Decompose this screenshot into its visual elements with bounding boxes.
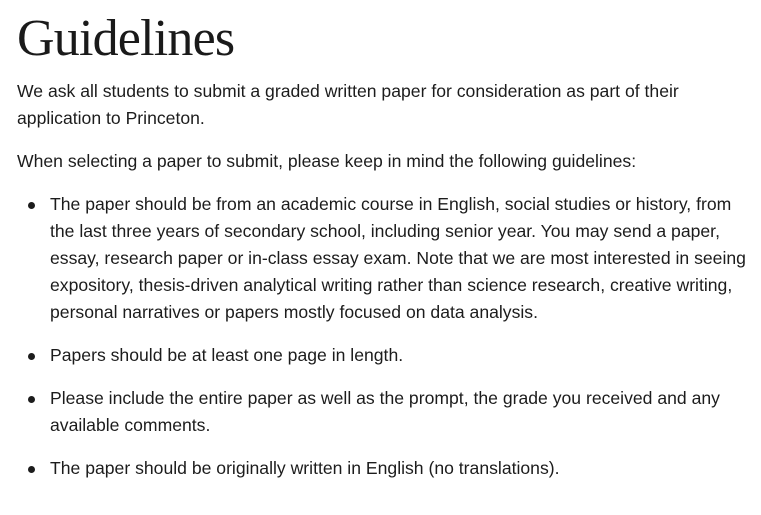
bullet-icon xyxy=(28,202,35,209)
page-title: Guidelines xyxy=(17,10,235,67)
guideline-text: Papers should be at least one page in length. xyxy=(50,345,404,365)
guideline-item-english-original xyxy=(17,455,751,482)
guideline-item-length xyxy=(17,342,751,369)
guideline-item-academic-course xyxy=(17,191,751,326)
lead-paragraph: When selecting a paper to submit, please keep in mind the following guidelines: xyxy=(17,151,637,171)
bullet-icon xyxy=(28,466,35,473)
bullet-icon xyxy=(28,353,35,360)
guideline-text: The paper should be from an academic course in English, social studies or history, from the last three years of secondary school, including senior year. You may send a paper, essay, research paper or in-class essay exam. Note that we are most interested in seeing expository, thesis-driven analytical writing rather than science research, creative writing, personal narratives or papers mostly focused on data analysis. xyxy=(50,194,746,322)
guideline-text: The paper should be originally written in English (no translations). xyxy=(50,458,560,478)
guideline-text: Please include the entire paper as well as the prompt, the grade you received and any available comments. xyxy=(50,388,720,435)
guideline-item-include-entire-paper xyxy=(17,385,751,439)
intro-paragraph: We ask all students to submit a graded written paper for consideration as part of their application to Princeton. xyxy=(17,81,679,128)
bullet-icon xyxy=(28,396,35,403)
guidelines-list xyxy=(17,191,751,482)
